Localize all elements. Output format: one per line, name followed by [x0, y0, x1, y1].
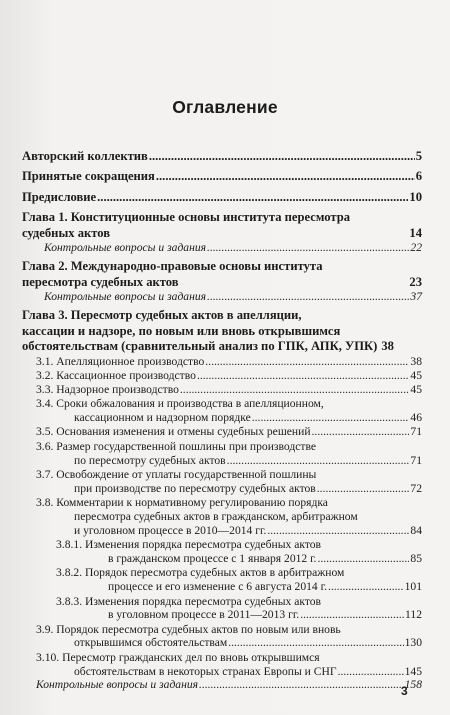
toc-entry-text: Контрольные вопросы и задания: [44, 290, 207, 304]
toc-page: 22: [410, 241, 422, 255]
toc-subsection[interactable]: [22, 566, 422, 593]
toc-entry-text: Предисловие: [22, 189, 97, 204]
toc-entry-text: по пересмотру судебных актов: [74, 453, 226, 467]
toc-page: 6: [415, 169, 422, 184]
toc-entry[interactable]: [22, 169, 422, 184]
toc-entry-last-line: [36, 636, 422, 650]
toc-entry-text: открывшимся обстоятельствам: [74, 636, 228, 650]
toc-entry-text: 3.8.3. Изменения порядка пересмотра судебных актов: [56, 594, 322, 608]
bleed-through-text: [0, 0, 450, 150]
toc-leader: [312, 425, 410, 439]
toc-leader: [228, 636, 403, 650]
toc-entry-text: Глава 1. Конституционные основы института пересмотра: [22, 210, 351, 225]
toc-entry-text: 3.3. Надзорное производство: [36, 382, 179, 396]
toc-subsection[interactable]: [22, 595, 422, 622]
toc-section[interactable]: [22, 369, 422, 383]
toc-entry-text: пересмотра судебных актов: [22, 274, 179, 289]
toc-entry-text: обстоятельствам в некоторых странах Европы и СНГ: [74, 664, 337, 678]
page-title: Оглавление: [172, 97, 278, 117]
toc-entry-text: 3.7. Освобождение от уплаты государственной пошлины: [36, 468, 317, 482]
toc-leader: [267, 524, 409, 538]
toc-section[interactable]: [22, 468, 422, 495]
toc-leader: [197, 369, 409, 383]
toc-entry-text: пересмотра судебных актов в гражданском, арбитражном: [74, 510, 358, 523]
toc-entry-text: при производстве по пересмотру судебных актов: [74, 481, 316, 495]
toc-entry-last-line: [36, 482, 422, 496]
toc-chapter-1[interactable]: [22, 210, 422, 241]
toc-entry-text: кассации и надзоре, по новым или вновь открывшимся: [22, 323, 341, 338]
toc-entry-text: и уголовном процессе в 2010—2014 гг.: [74, 523, 267, 537]
toc-entry-last-line: [36, 524, 422, 538]
toc-leader: [328, 580, 404, 594]
toc-entry-text: 3.8.2. Порядок пересмотра судебных актов в арбитражном: [56, 566, 345, 580]
toc-entry-last-line: [22, 608, 422, 622]
toc-entry-text: в гражданском процессе с 1 января 2012 г.: [108, 551, 317, 565]
toc-entry-text: кассационном и надзорном порядке: [74, 410, 251, 424]
toc-leader: [300, 608, 404, 622]
toc-entry-text: 3.4. Сроки обжалования и производства в апелляционном,: [36, 397, 324, 411]
toc-entry-last-line: [22, 275, 422, 290]
toc-section[interactable]: [22, 355, 422, 369]
toc-page: 101: [404, 579, 422, 593]
toc-entry-text: судебных актов: [22, 225, 111, 240]
toc-leader: [207, 241, 409, 254]
toc-chapter-3[interactable]: [22, 308, 422, 354]
toc-entry-questions[interactable]: [22, 678, 422, 691]
toc-page: 38: [410, 355, 422, 369]
toc-leader: [180, 383, 410, 397]
toc-entry-text: 3.1. Апелляционное производство: [36, 355, 205, 369]
toc-leader: [207, 290, 409, 303]
toc-entry-text: Глава 2. Международно-правовые основы института: [22, 259, 323, 274]
toc-page: 38: [381, 339, 394, 354]
toc-page: 71: [410, 453, 422, 467]
page-number: 3: [401, 684, 408, 698]
toc-subsection[interactable]: [22, 538, 422, 565]
toc-leader: [317, 552, 409, 566]
toc-leader: [252, 411, 410, 425]
toc-page: 112: [405, 608, 422, 622]
toc-section[interactable]: [22, 496, 422, 537]
toc-page: 85: [410, 551, 422, 565]
toc-entry-last-line: [36, 454, 422, 468]
toc-entry-text: обстоятельствам (сравнительный анализ по ГПК, АПК, УПК): [22, 339, 378, 354]
toc-entry-text: Принятые сокращения: [22, 169, 155, 184]
toc-entry-text: 3.9. Порядок пересмотра судебных актов по новым или вновь: [36, 622, 341, 636]
toc-section[interactable]: [22, 440, 422, 467]
toc-page: 145: [404, 664, 422, 678]
toc-page: 46: [410, 410, 422, 424]
toc-section[interactable]: [22, 651, 422, 678]
toc-leader: [227, 454, 410, 468]
toc-entry-text: 3.8.1. Изменения порядка пересмотра судебных актов: [56, 538, 322, 552]
toc-leader: [338, 665, 404, 679]
toc-entry-text: 3.8. Комментарии к нормативному регулированию порядка: [36, 496, 328, 510]
toc-entry[interactable]: [22, 149, 422, 164]
toc-leader: [317, 482, 410, 496]
toc-section[interactable]: [22, 425, 422, 439]
toc-leader: [199, 678, 404, 691]
toc-entry-text: 3.5. Основания изменения и отмены судебных решений: [36, 425, 311, 439]
toc-entry-text: 3.10. Пересмотр гражданских дел по вновь открывшимся: [36, 650, 320, 664]
toc-page: 71: [410, 425, 422, 439]
toc-entry-questions[interactable]: [22, 290, 422, 303]
toc-page: 45: [410, 369, 422, 383]
toc-entry-text: Контрольные вопросы и задания: [36, 678, 199, 692]
toc-page: 158: [404, 678, 422, 692]
toc-entry-text: процессе и его изменение с 6 августа 2014 г.: [108, 579, 327, 593]
toc-page: 37: [410, 290, 422, 304]
toc-entry-last-line: [22, 339, 422, 354]
toc-entry-text: 3.2. Кассационное производство: [36, 369, 196, 383]
toc-page: 5: [415, 149, 422, 163]
toc-entry-last-line: [22, 552, 422, 566]
toc-entry-text: 3.6. Размер государственной пошлины при производстве: [36, 440, 317, 454]
toc-entry-text: Авторский коллектив: [22, 149, 148, 163]
toc-leader: [156, 169, 415, 184]
toc-page: 45: [410, 382, 422, 396]
toc-entry-text: Глава 3. Пересмотр судебных актов в апелляции,: [22, 308, 302, 323]
toc-entry[interactable]: [22, 190, 422, 205]
toc-section[interactable]: [22, 397, 422, 424]
toc-leader: [97, 190, 408, 205]
toc-page: 14: [409, 225, 422, 240]
table-of-contents: [22, 149, 422, 691]
toc-entry-last-line: [36, 665, 422, 679]
toc-page: 130: [404, 636, 422, 650]
toc-entry-questions[interactable]: [22, 241, 422, 254]
toc-entry-last-line: [22, 580, 422, 594]
toc-page: 10: [409, 189, 422, 204]
toc-page: 72: [410, 481, 422, 495]
toc-page: 84: [410, 523, 422, 537]
toc-page: 23: [409, 274, 422, 289]
toc-section[interactable]: [22, 383, 422, 397]
toc-entry-text: в уголовном процессе в 2011—2013 гг.: [108, 608, 300, 622]
toc-entry-text: Контрольные вопросы и задания: [44, 241, 207, 255]
toc-entry-last-line: [22, 226, 422, 241]
toc-section[interactable]: [22, 623, 422, 650]
toc-entry-last-line: [36, 411, 422, 425]
toc-chapter-2[interactable]: [22, 259, 422, 290]
toc-leader: [149, 149, 415, 164]
toc-leader: [205, 355, 409, 369]
